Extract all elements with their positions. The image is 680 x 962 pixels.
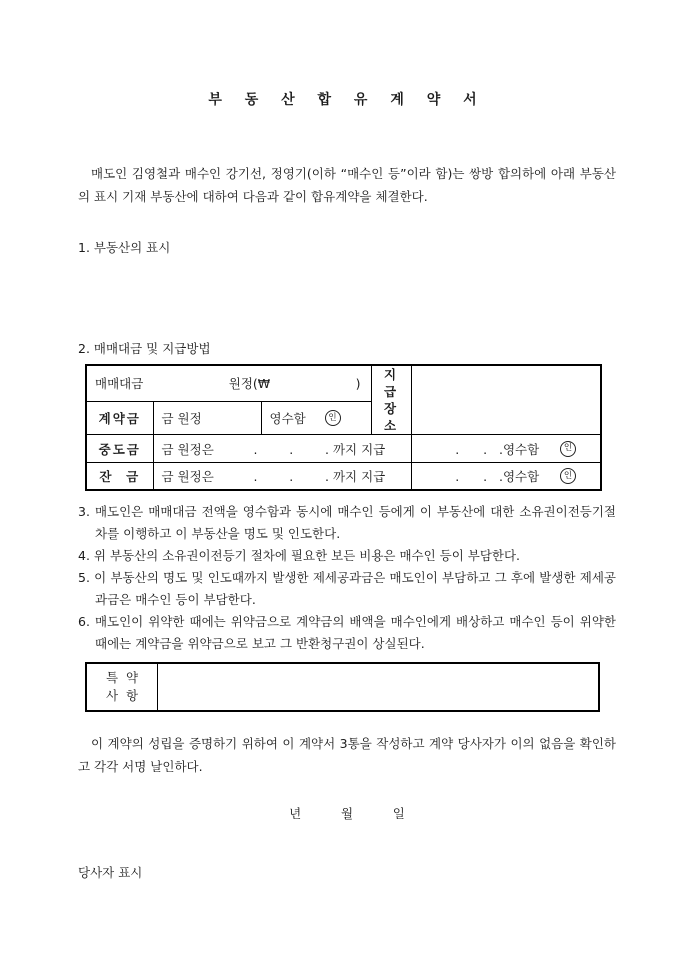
interim-row [86, 435, 601, 463]
deposit-label: 계약금 [86, 401, 153, 434]
pay-place-line2: 장소 [383, 401, 399, 433]
special-terms-label [87, 664, 158, 710]
contract-title: 부 동 산 합 유 계 약 서 [208, 92, 486, 108]
balance-receipt-cell [411, 463, 601, 491]
clause-3: 3. 매도인은 매매대금 전액을 영수함과 동시에 매수인 등에게 이 부동산에 대한 소유권이전등기절차를 이행하고 이 부동산을 명도 및 인도한다. [78, 504, 616, 541]
balance-label: 잔 금 [86, 463, 153, 491]
interim-receipt-cell [411, 435, 601, 463]
payment-table [85, 364, 602, 491]
clause-5: 5. 이 부동산의 명도 및 인도때까지 발생한 제세공과금은 매도인이 부담하고 그 후에 발생한 제세공과금은 매수인 등이 부담한다. [78, 570, 616, 607]
pay-place-cell [371, 365, 411, 435]
party-label: 당사자 표시 [78, 865, 143, 880]
date-line: 년 월 일 [289, 806, 405, 821]
section-1-heading: 1. 부동산의 표시 [78, 240, 171, 255]
balance-row [86, 463, 601, 491]
special-terms-blank [158, 664, 598, 710]
interim-amount: 금 원정은 . . . 까지 지급 [153, 435, 411, 463]
intro-paragraph: 매도인 김영철과 매수인 강기선, 정영기(이하 “매수인 등”이라 함)는 쌍방 합의하에 아래 부동산의 표시 기재 부동산에 대하여 다음과 같이 합유계약을 체결한다. [78, 166, 616, 204]
seal-icon: 인 [560, 468, 576, 484]
special-terms-label-line1: 특 약 [105, 670, 139, 685]
clause-list [78, 501, 616, 655]
balance-amount: 금 원정은 . . . 까지 지급 [153, 463, 411, 491]
price-paren: ) [355, 375, 361, 391]
special-terms-box [85, 662, 600, 712]
interim-receipt: . . .영수함 [419, 441, 540, 457]
pay-place-line1: 지급 [383, 367, 399, 399]
deposit-receipt-cell [261, 401, 371, 434]
closing-paragraph: 이 계약의 성립을 증명하기 위하여 이 계약서 3통을 작성하고 계약 당사자가 이의 없음을 확인하고 각각 서명 날인하다. [78, 736, 616, 774]
price-row [86, 365, 601, 401]
price-amount: 원정(₩ [228, 376, 271, 392]
clause-4: 4. 위 부동산의 소유권이전등기 절차에 필요한 보든 비용은 매수인 등이 부담한다. [78, 548, 521, 563]
clause-6: 6. 매도인이 위약한 때에는 위약금으로 계약금의 배액을 매수인에게 배상하고 매수인 등이 위약한 때에는 계약금을 위약금으로 보고 그 반환청구권이 상실된다. [78, 614, 616, 651]
pay-place-blank [411, 365, 601, 435]
deposit-receipt: 영수함 [269, 410, 306, 426]
interim-label: 중도금 [86, 435, 153, 463]
seal-icon: 인 [325, 410, 341, 426]
price-label: 매매대금 [95, 376, 144, 392]
deposit-amount: 금 원정 [153, 401, 261, 434]
seal-icon: 인 [560, 441, 576, 457]
price-cell [86, 365, 371, 401]
special-terms-label-line2: 사 항 [105, 688, 139, 703]
section-2-heading: 2. 매매대금 및 지급방법 [78, 341, 211, 356]
balance-receipt: . . .영수함 [419, 469, 540, 484]
